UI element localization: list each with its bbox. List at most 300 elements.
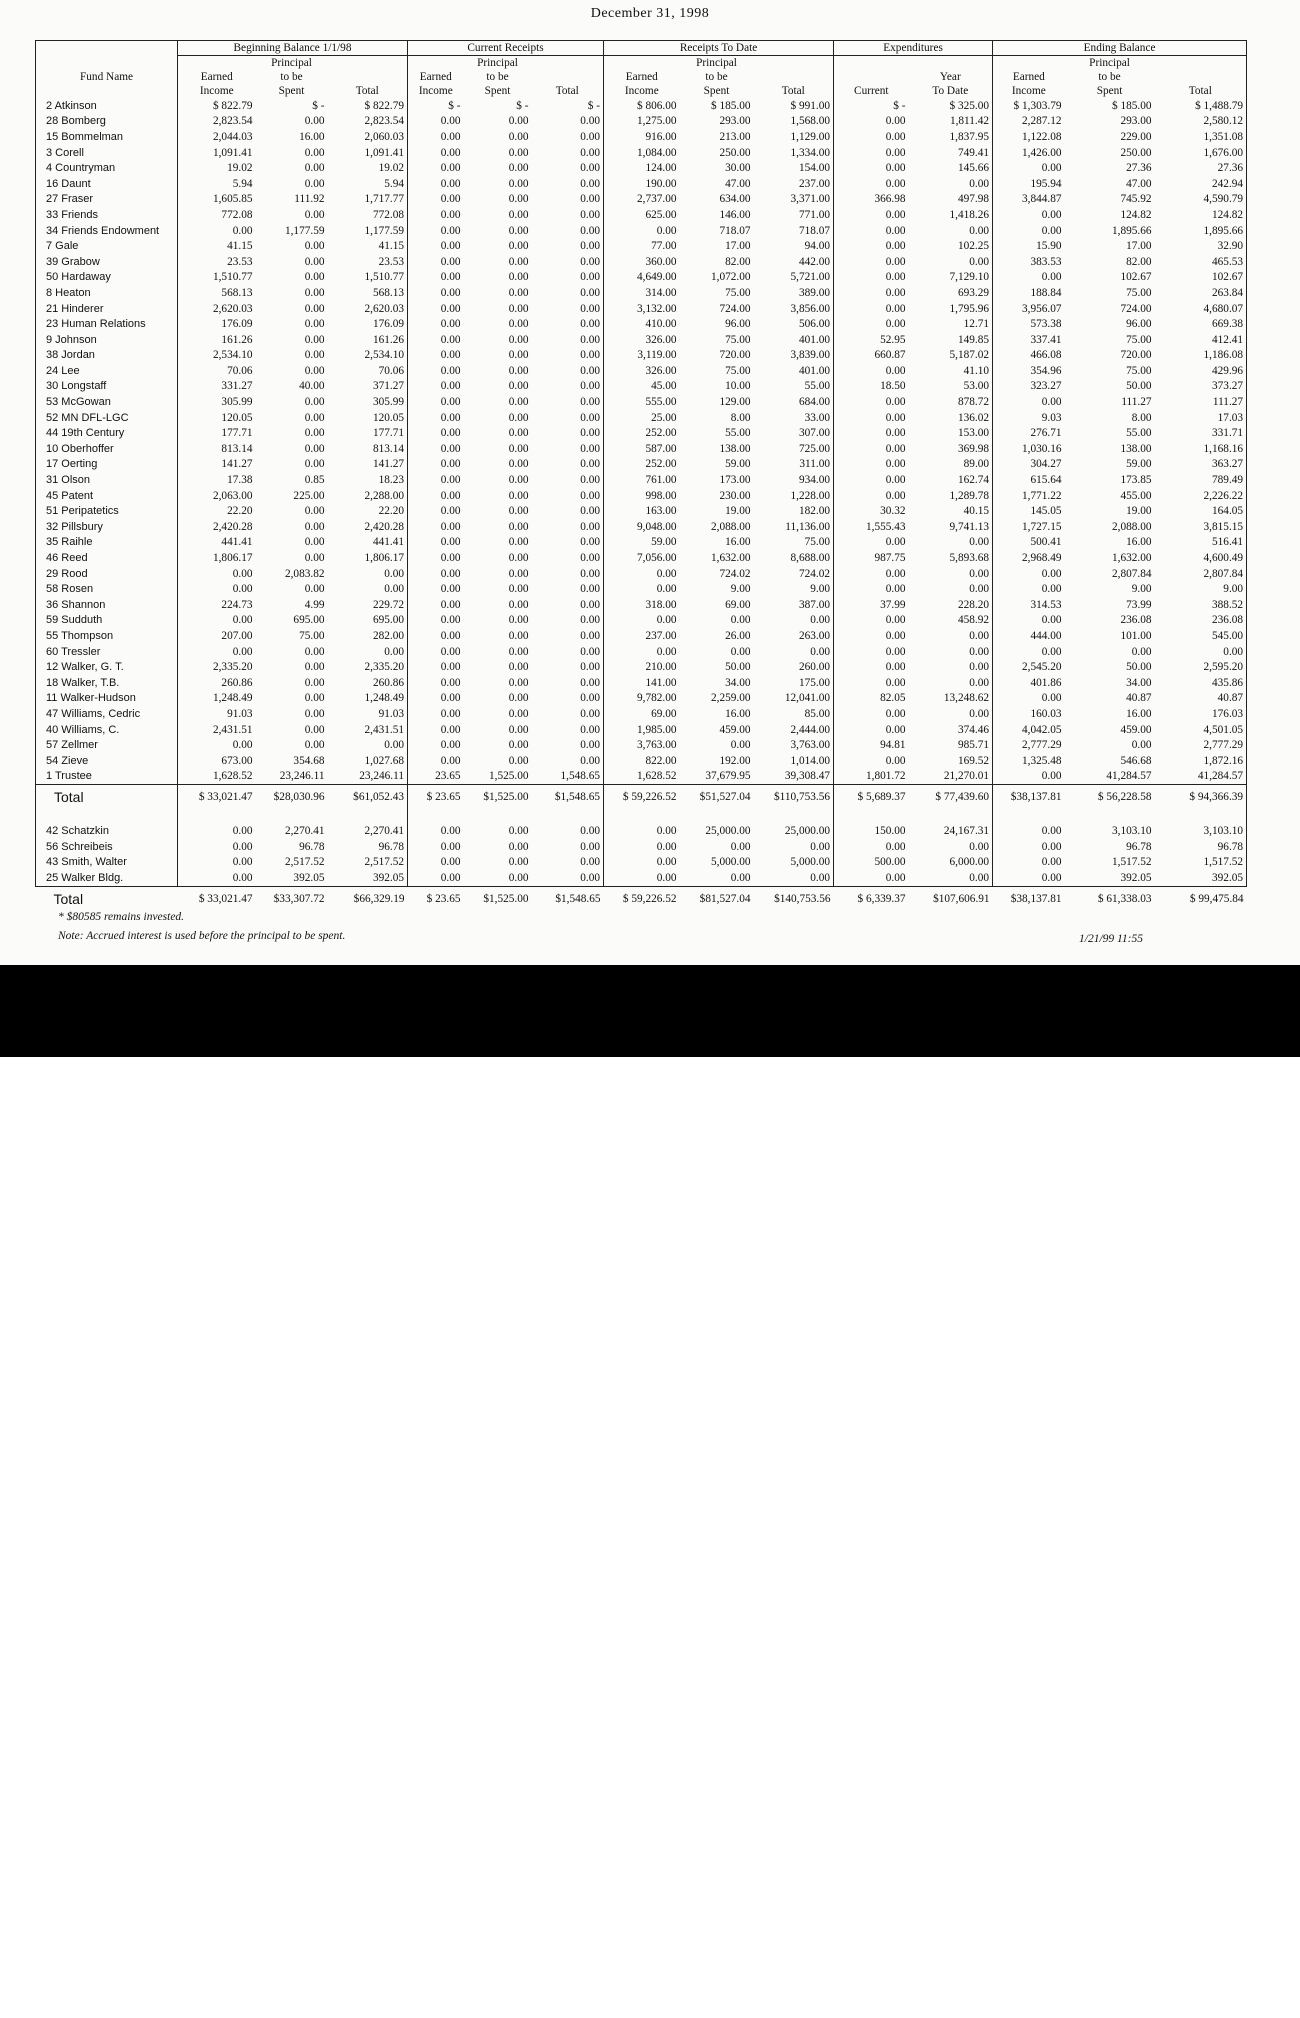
amount-cell: 749.41 (909, 145, 993, 161)
amount-cell: 2,288.00 (328, 488, 408, 504)
amount-cell: 0.00 (304, 661, 325, 674)
amount-cell: 0.00 (440, 676, 461, 689)
amount-cell: 293.00 (1120, 115, 1152, 128)
group-receipts-to-date: Receipts To Date (604, 41, 834, 56)
amount-cell: 0.00 (532, 301, 604, 317)
amount-cell: 102.67 (1155, 270, 1247, 286)
amount-cell: 0.00 (508, 240, 529, 253)
amount-cell: 0.00 (885, 115, 906, 128)
amount-cell: 1,510.77 (212, 271, 253, 284)
amount-cell: 497.98 (909, 192, 993, 208)
amount-cell: 260.00 (754, 659, 834, 675)
amount-cell: 0.00 (508, 364, 529, 377)
brand-name: alamy (92, 1969, 230, 2018)
amount-cell: 441.41 (328, 535, 408, 551)
amount-cell: 2,777.29 (1155, 737, 1247, 753)
hdr-earned: Earned (200, 71, 233, 83)
hdr-income: Income (418, 85, 453, 97)
amount-cell: 660.87 (874, 349, 906, 362)
table-row (36, 675, 1247, 691)
amount-cell: 387.00 (754, 597, 834, 613)
amount-cell: 161.26 (328, 332, 408, 348)
amount-cell: 45.00 (651, 380, 677, 393)
amount-cell: 41.10 (909, 363, 993, 379)
amount-cell: 0.00 (1041, 396, 1062, 409)
amount-cell: $51,527.04 (699, 791, 751, 804)
amount-cell: 237.00 (645, 629, 677, 642)
table-row (36, 722, 1247, 738)
table-row (36, 238, 1247, 254)
amount-cell: 2,517.52 (284, 856, 325, 869)
amount-cell: 2,517.52 (328, 854, 408, 870)
amount-cell: 0.00 (532, 613, 604, 629)
table-row (36, 613, 1247, 629)
table-row (36, 566, 1247, 582)
amount-cell: 0.00 (532, 737, 604, 753)
amount-cell: 0.00 (508, 115, 529, 128)
amount-cell: 0.00 (885, 583, 906, 596)
table-row (36, 581, 1247, 597)
amount-cell: 0.00 (440, 489, 461, 502)
total-row (36, 886, 1247, 911)
fund-name-cell: 54 Zieve (36, 753, 178, 769)
table-row (36, 550, 1247, 566)
amount-cell: 0.00 (440, 427, 461, 440)
amount-cell: 2,534.10 (328, 348, 408, 364)
amount-cell: 0.00 (508, 552, 529, 565)
amount-cell: 1,717.77 (328, 192, 408, 208)
amount-cell: 5,721.00 (754, 270, 834, 286)
amount-cell: 0.00 (440, 411, 461, 424)
amount-cell: 0.00 (440, 396, 461, 409)
amount-cell: 0.00 (885, 318, 906, 331)
amount-cell: 0.00 (304, 520, 325, 533)
amount-cell: 1,072.00 (710, 271, 751, 284)
amount-cell: 314.00 (645, 286, 677, 299)
amount-cell: 101.00 (1120, 629, 1152, 642)
amount-cell: 0.00 (885, 458, 906, 471)
fund-name-cell: 1 Trustee (36, 769, 178, 785)
amount-cell: 0.00 (680, 870, 754, 886)
amount-cell: 401.00 (754, 332, 834, 348)
amount-cell: 23.53 (328, 254, 408, 270)
amount-cell: 0.00 (532, 550, 604, 566)
document-title: December 31, 1998 (590, 6, 710, 21)
amount-cell: 3,956.07 (1022, 302, 1062, 315)
amount-cell: 1,228.00 (754, 488, 834, 504)
amount-cell: 444.00 (1030, 629, 1062, 642)
fund-name-cell: 45 Patent (36, 488, 178, 504)
amount-cell: 441.41 (221, 536, 253, 549)
amount-cell: 822.00 (645, 754, 677, 767)
amount-cell: 55.00 (725, 427, 751, 440)
amount-cell: 0.00 (440, 856, 461, 869)
amount-cell: $ 59,226.52 (622, 791, 677, 804)
amount-cell: $66,329.19 (353, 892, 405, 905)
amount-cell: $1,525.00 (483, 791, 529, 804)
amount-cell: 500.00 (874, 856, 906, 869)
fund-name-cell: 11 Walker-Hudson (36, 691, 178, 707)
amount-cell: 0.00 (885, 661, 906, 674)
fund-name-cell: 29 Rood (36, 566, 178, 582)
fund-name-cell: 46 Reed (36, 550, 178, 566)
hdr-spent: Spent (484, 85, 511, 97)
table-row (36, 737, 1247, 753)
amount-cell: 145.05 (1030, 505, 1062, 518)
amount-cell: 0.00 (232, 567, 253, 580)
amount-cell: 2,545.20 (1022, 661, 1062, 674)
amount-cell: 878.72 (909, 394, 993, 410)
amount-cell: 0.00 (909, 566, 993, 582)
amount-cell: 111.27 (1155, 394, 1247, 410)
hdr-to-be: to be (486, 71, 509, 83)
amount-cell: 23.53 (227, 255, 253, 268)
amount-cell: 0.00 (440, 754, 461, 767)
amount-cell: 459.00 (719, 723, 751, 736)
amount-cell: 2,431.51 (328, 722, 408, 738)
table-row (36, 332, 1247, 348)
amount-cell: 0.00 (532, 597, 604, 613)
amount-cell: $ 822.79 (212, 99, 253, 112)
amount-cell: 1,632.00 (710, 552, 751, 565)
fund-name-cell: 8 Heaton (36, 285, 178, 301)
amount-cell: $ 77,439.60 (909, 785, 993, 810)
amount-cell: 0.00 (909, 675, 993, 691)
amount-cell: 0.00 (440, 193, 461, 206)
amount-cell: 0.00 (440, 255, 461, 268)
amount-cell: 0.00 (885, 302, 906, 315)
amount-cell: 0.00 (508, 318, 529, 331)
amount-cell: 59.00 (725, 458, 751, 471)
table-row (36, 854, 1247, 870)
fund-name-cell: 51 Peripatetics (36, 503, 178, 519)
fund-name-cell: 55 Thompson (36, 628, 178, 644)
amount-cell: 40.87 (1126, 692, 1152, 705)
group-beginning-balance: Beginning Balance 1/1/98 (178, 41, 408, 56)
amount-cell: 1,248.49 (328, 691, 408, 707)
amount-cell: 25,000.00 (705, 824, 751, 837)
amount-cell: 412.41 (1155, 332, 1247, 348)
amount-cell: 16.00 (1126, 707, 1152, 720)
amount-cell: $ 5,689.37 (857, 791, 906, 804)
amount-cell: 0.00 (232, 614, 253, 627)
fund-name-cell: 47 Williams, Cedric (36, 706, 178, 722)
amount-cell: 176.03 (1155, 706, 1247, 722)
amount-cell: 0.00 (885, 396, 906, 409)
amount-cell: 0.00 (304, 552, 325, 565)
group-current-receipts: Current Receipts (408, 41, 604, 56)
amount-cell: 1,325.48 (1022, 754, 1062, 767)
amount-cell: 175.00 (754, 675, 834, 691)
amount-cell: 82.05 (880, 692, 906, 705)
amount-cell: $ 1,303.79 (1013, 99, 1062, 112)
amount-cell: 0.00 (508, 396, 529, 409)
amount-cell: 0.00 (885, 255, 906, 268)
amount-cell: 987.75 (874, 552, 906, 565)
amount-cell: $ 325.00 (909, 98, 993, 114)
amount-cell: 59.00 (1126, 458, 1152, 471)
amount-cell: 934.00 (754, 472, 834, 488)
amount-cell: 162.74 (909, 472, 993, 488)
hdr-income: Income (624, 85, 659, 97)
amount-cell: 96.78 (328, 839, 408, 855)
amount-cell: 40.87 (1155, 691, 1247, 707)
amount-cell: 388.52 (1155, 597, 1247, 613)
amount-cell: 0.00 (532, 316, 604, 332)
amount-cell: 724.02 (719, 567, 751, 580)
amount-cell: 0.00 (440, 318, 461, 331)
amount-cell: 50.00 (1126, 380, 1152, 393)
amount-cell: 18.23 (328, 472, 408, 488)
amount-cell: 0.00 (440, 598, 461, 611)
amount-cell: 0.00 (440, 130, 461, 143)
amount-cell: 69.00 (725, 598, 751, 611)
amount-cell: 311.00 (754, 457, 834, 473)
amount-cell: 0.00 (885, 130, 906, 143)
amount-cell: 4,600.49 (1155, 550, 1247, 566)
fund-name-cell: 39 Grabow (36, 254, 178, 270)
total-label: Total (53, 890, 84, 907)
amount-cell: 0.00 (834, 870, 909, 886)
hdr-principal: Principal (696, 57, 737, 69)
fund-name-cell: 7 Gale (36, 238, 178, 254)
amount-cell: 3,132.00 (636, 302, 677, 315)
amount-cell: 82.00 (725, 255, 751, 268)
amount-cell: 0.00 (508, 739, 529, 752)
amount-cell: 0.00 (304, 411, 325, 424)
fund-name-cell: 21 Hinderer (36, 301, 178, 317)
amount-cell: 2,063.00 (212, 489, 253, 502)
amount-cell: 5.94 (328, 176, 408, 192)
amount-cell: 0.00 (730, 739, 751, 752)
amount-cell: 2,431.51 (212, 723, 253, 736)
amount-cell: 17.03 (1155, 410, 1247, 426)
amount-cell: 1,418.26 (909, 207, 993, 223)
amount-cell: 0.00 (232, 824, 253, 837)
amount-cell: 41,284.57 (1155, 769, 1247, 785)
amount-cell: 33.00 (754, 410, 834, 426)
amount-cell: 0.00 (440, 739, 461, 752)
amount-cell: 0.00 (909, 581, 993, 597)
amount-cell: 0.00 (508, 458, 529, 471)
amount-cell: 0.00 (304, 364, 325, 377)
amount-cell: 111.27 (1121, 396, 1152, 409)
fund-name-cell: 43 Smith, Walter (36, 854, 178, 870)
amount-cell: 0.00 (656, 824, 677, 837)
amount-cell: 210.00 (645, 661, 677, 674)
amount-cell: 0.00 (508, 520, 529, 533)
amount-cell: 0.00 (440, 505, 461, 518)
amount-cell: 2,807.84 (1112, 567, 1152, 580)
amount-cell: 75.00 (725, 364, 751, 377)
amount-cell: 73.99 (1126, 598, 1152, 611)
amount-cell: 0.00 (304, 349, 325, 362)
amount-cell: 693.29 (909, 285, 993, 301)
amount-cell: 24,167.31 (909, 823, 993, 839)
amount-cell: 16.00 (725, 536, 751, 549)
hdr-spent: Spent (703, 85, 730, 97)
amount-cell: 724.00 (719, 302, 751, 315)
hdr-income: Income (199, 85, 234, 97)
amount-cell: 213.00 (719, 130, 751, 143)
table-row (36, 472, 1247, 488)
amount-cell: 0.00 (532, 145, 604, 161)
amount-cell: 0.00 (508, 489, 529, 502)
amount-cell: 23,246.11 (256, 769, 328, 785)
amount-cell: 0.00 (532, 270, 604, 286)
amount-cell: 0.00 (508, 676, 529, 689)
fund-name-cell: 53 McGowan (36, 394, 178, 410)
hdr-earned: Earned (419, 71, 452, 83)
amount-cell: 1,517.52 (1112, 856, 1152, 869)
amount-cell: 27.36 (1155, 160, 1247, 176)
fund-name-cell: 24 Lee (36, 363, 178, 379)
amount-cell: 442.00 (754, 254, 834, 270)
amount-cell: 0.00 (909, 659, 993, 675)
table-row (36, 192, 1247, 208)
amount-cell: 1,129.00 (754, 129, 834, 145)
amount-cell: 30.32 (880, 505, 906, 518)
amount-cell: 506.00 (754, 316, 834, 332)
amount-cell: $38,137.81 (1010, 791, 1062, 804)
amount-cell: 19.02 (227, 162, 253, 175)
amount-cell: 23.65 (408, 769, 464, 785)
amount-cell: 0.00 (656, 856, 677, 869)
amount-cell: 0.00 (328, 581, 408, 597)
amount-cell: 41.15 (328, 238, 408, 254)
amount-cell: 138.00 (1120, 442, 1152, 455)
hdr-earned: Earned (625, 71, 658, 83)
amount-cell: 323.27 (1030, 380, 1062, 393)
amount-cell: 0.00 (885, 567, 906, 580)
amount-cell: 0.00 (885, 629, 906, 642)
fund-name-cell: 2 Atkinson (36, 98, 178, 114)
table-row (36, 425, 1247, 441)
amount-cell: 4,680.07 (1155, 301, 1247, 317)
amount-cell: 0.00 (909, 223, 993, 239)
amount-cell: 282.00 (328, 628, 408, 644)
amount-cell: 192.00 (719, 754, 751, 767)
amount-cell: 1,771.22 (1022, 489, 1062, 502)
amount-cell: 59.00 (651, 536, 677, 549)
amount-cell: 230.00 (719, 489, 751, 502)
amount-cell: 0.00 (508, 224, 529, 237)
footnote-invested: * $80585 remains invested. (58, 911, 185, 923)
amount-cell: 34.00 (725, 676, 751, 689)
amount-cell: 1,676.00 (1155, 145, 1247, 161)
amount-cell: 0.00 (885, 645, 906, 658)
amount-cell: 1,811.42 (909, 114, 993, 130)
amount-cell: 0.00 (1041, 208, 1062, 221)
amount-cell: 89.00 (909, 457, 993, 473)
amount-cell: 96.00 (1126, 318, 1152, 331)
amount-cell: 500.41 (1030, 536, 1062, 549)
amount-cell: 2,088.00 (1112, 520, 1152, 533)
amount-cell: 354.96 (1030, 364, 1062, 377)
amount-cell: 0.00 (656, 583, 677, 596)
amount-cell: 2,088.00 (710, 520, 751, 533)
amount-cell: 18.50 (880, 380, 906, 393)
amount-cell: 0.00 (1041, 583, 1062, 596)
amount-cell: 0.00 (604, 870, 680, 886)
amount-cell: 392.05 (1155, 870, 1247, 886)
hdr-spent: Spent (278, 85, 305, 97)
amount-cell: 684.00 (754, 394, 834, 410)
amount-cell: 50.00 (725, 661, 751, 674)
amount-cell: 4,042.05 (1022, 723, 1062, 736)
amount-cell: 573.38 (1030, 318, 1062, 331)
amount-cell: 5,187.02 (909, 348, 993, 364)
total-row (36, 785, 1247, 810)
amount-cell: 8,688.00 (754, 550, 834, 566)
hdr-total: Total (532, 84, 604, 98)
amount-cell: 0.00 (532, 854, 604, 870)
amount-cell: 75.00 (1126, 333, 1152, 346)
fund-name-cell: 38 Jordan (36, 348, 178, 364)
amount-cell: 0.00 (304, 286, 325, 299)
amount-cell: 50.00 (1126, 661, 1152, 674)
amount-cell: 0.00 (508, 645, 529, 658)
amount-cell: 9,741.13 (909, 519, 993, 535)
amount-cell: 0.00 (885, 208, 906, 221)
amount-cell: 0.00 (440, 162, 461, 175)
amount-cell: 0.00 (909, 254, 993, 270)
amount-cell: 146.00 (719, 208, 751, 221)
amount-cell: 9.00 (730, 583, 751, 596)
amount-cell: 1,351.08 (1155, 129, 1247, 145)
amount-cell: 0.00 (304, 583, 325, 596)
amount-cell: 1,122.08 (1022, 130, 1062, 143)
amount-cell: 720.00 (1120, 349, 1152, 362)
amount-cell: 455.00 (1120, 489, 1152, 502)
print-timestamp: 1/21/99 11:55 (1079, 933, 1143, 945)
amount-cell: 120.05 (221, 411, 253, 424)
stock-watermark-banner (0, 965, 1300, 2018)
amount-cell: 0.00 (1041, 824, 1062, 837)
amount-cell: 2,580.12 (1155, 114, 1247, 130)
table-row (36, 394, 1247, 410)
table-row (36, 254, 1247, 270)
amount-cell: 0.00 (178, 870, 256, 886)
amount-cell: $ 59,226.52 (622, 892, 677, 905)
amount-cell: 0.00 (304, 536, 325, 549)
amount-cell: 0.00 (885, 177, 906, 190)
amount-cell: 516.41 (1155, 535, 1247, 551)
amount-cell: 5,000.00 (754, 854, 834, 870)
table-row (36, 223, 1247, 239)
amount-cell: 0.00 (1041, 567, 1062, 580)
amount-cell: 164.05 (1155, 503, 1247, 519)
fund-name-cell: 34 Friends Endowment (36, 223, 178, 239)
amount-cell: 0.00 (885, 536, 906, 549)
amount-cell: 141.00 (645, 676, 677, 689)
amount-cell: 0.00 (885, 286, 906, 299)
amount-cell: $ 33,021.47 (198, 791, 253, 804)
amount-cell: 0.00 (993, 769, 1065, 785)
amount-cell: 96.00 (725, 318, 751, 331)
amount-cell: 75.00 (725, 286, 751, 299)
fund-name-cell: 56 Schreibeis (36, 839, 178, 855)
amount-cell: 260.86 (328, 675, 408, 691)
amount-cell: 1,091.41 (212, 146, 253, 159)
amount-cell: 625.00 (645, 208, 677, 221)
amount-cell: $61,052.43 (328, 785, 408, 810)
amount-cell: 207.00 (221, 629, 253, 642)
amount-cell: 813.14 (328, 441, 408, 457)
amount-cell: 177.71 (328, 425, 408, 441)
hdr-principal: Principal (271, 57, 312, 69)
amount-cell: 0.00 (232, 840, 253, 853)
